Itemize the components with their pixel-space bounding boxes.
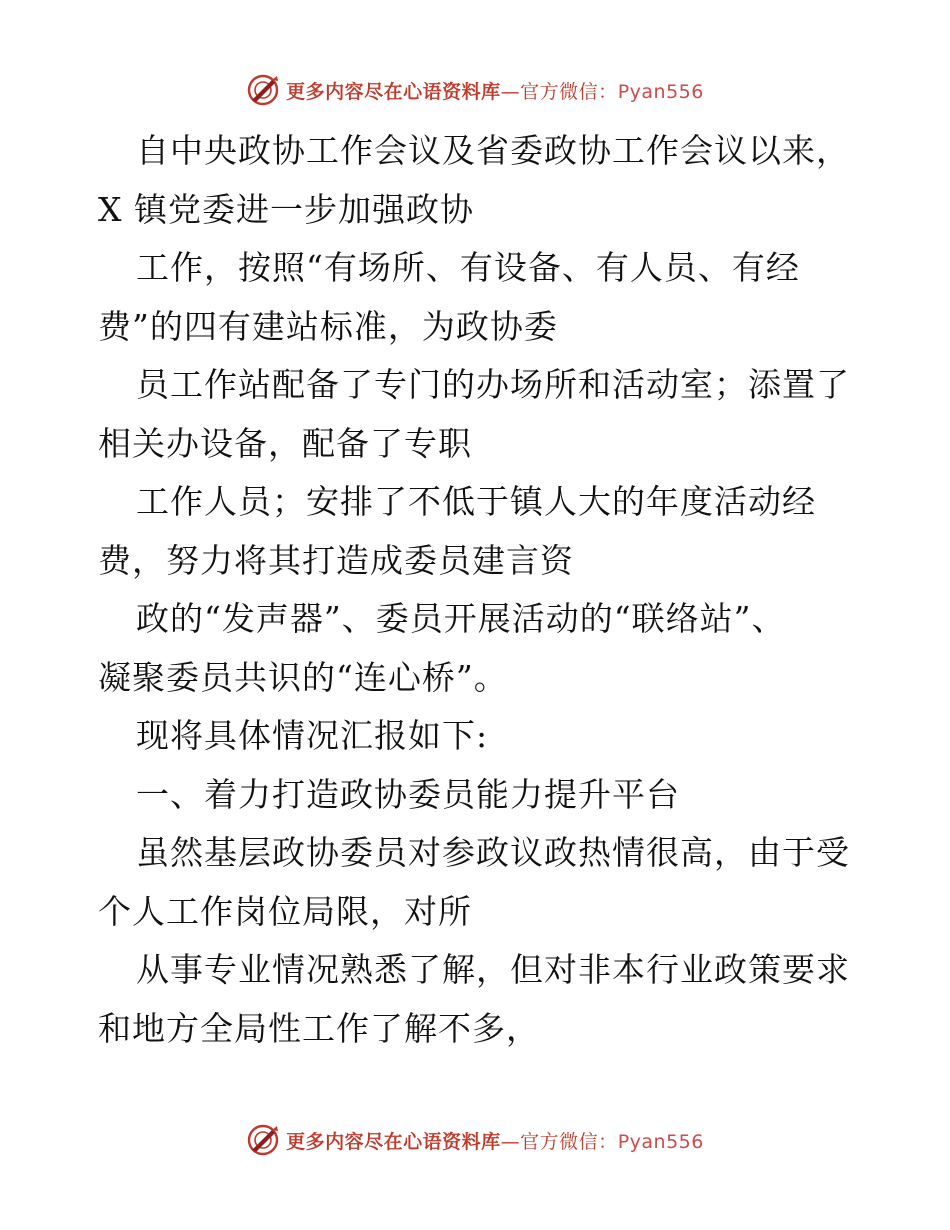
watermark-wechat-id: Pyan556 — [617, 1130, 704, 1153]
logo-icon — [246, 73, 280, 107]
text-line: 自中央政协工作会议及省委政协工作会议以来， — [136, 131, 850, 170]
text-line: 费，努力将其打造成委员建言资 — [98, 540, 574, 580]
text-line: X 镇党委进一步加强政协 — [98, 189, 474, 229]
text-line: 相关办设备，配备了专职 — [98, 423, 472, 463]
section-heading: 一、着力打造政协委员能力提升平台 — [136, 774, 680, 814]
header-watermark — [0, 70, 950, 110]
document-body — [98, 122, 878, 1058]
watermark-separator: — — [500, 1130, 521, 1153]
watermark-brand: 更多内容尽在心语资料库 — [286, 1130, 501, 1153]
watermark-wechat-id: Pyan556 — [617, 80, 704, 103]
watermark-brand: 更多内容尽在心语资料库 — [286, 80, 501, 103]
text-line: 虽然基层政协委员对参政议政热情很高，由于受 — [136, 833, 850, 872]
watermark-label: 官方微信： — [520, 1130, 618, 1153]
text-line: 费”的四有建站标准，为政协委 — [98, 306, 558, 346]
footer-watermark — [0, 1120, 950, 1160]
watermark-label: 官方微信： — [520, 80, 618, 103]
text-line: 工作，按照“有场所、有设备、有人员、有经 — [136, 248, 800, 287]
text-line: 现将具体情况汇报如下: — [136, 716, 489, 755]
text-line: 工作人员；安排了不低于镇人大的年度活动经 — [136, 482, 816, 521]
text-line: 员工作站配备了专门的办场所和活动室；添置了 — [136, 365, 850, 404]
logo-icon — [246, 1123, 280, 1157]
watermark-text — [286, 1127, 704, 1154]
watermark-text — [286, 77, 704, 104]
text-line: 和地方全局性工作了解不多， — [98, 1008, 540, 1048]
watermark-separator: — — [500, 80, 521, 103]
text-line: 从事专业情况熟悉了解，但对非本行业政策要求 — [136, 950, 850, 989]
text-line: 政的“发声器”、委员开展活动的“联络站”、 — [136, 599, 786, 638]
text-line: 个人工作岗位局限，对所 — [98, 891, 472, 931]
text-line: 凝聚委员共识的“连心桥”。 — [98, 657, 508, 697]
